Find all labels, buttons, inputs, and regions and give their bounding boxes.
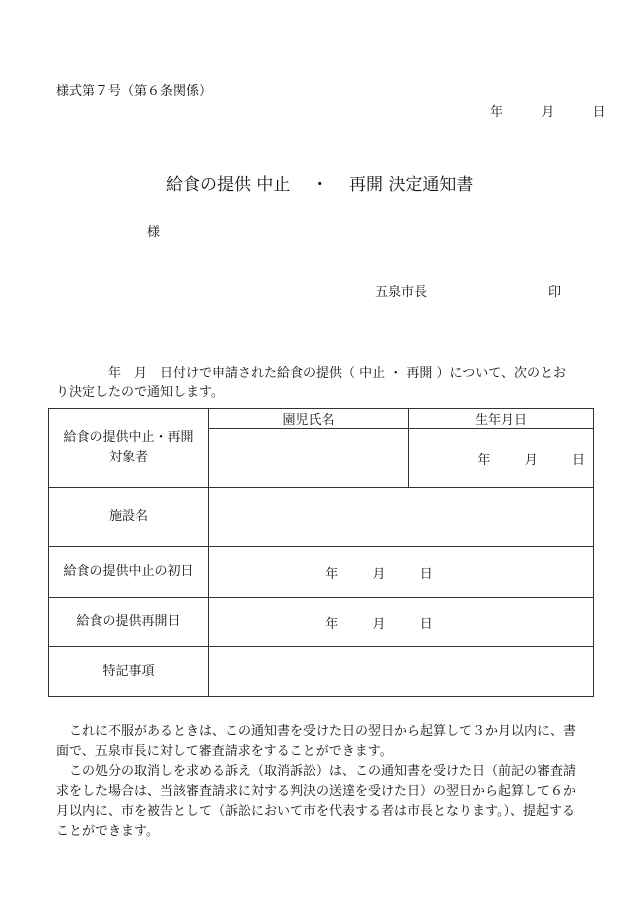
remarks-value-cell (209, 647, 594, 697)
birthdate-header: 生年月日 (409, 409, 594, 429)
intro-line-1: 年 月 日付けで申請された給食の提供（ 中止 ・ 再開 ）について、次のとお (108, 366, 567, 381)
child-name-header: 園児氏名 (209, 409, 409, 429)
notice-p1-line1: これに不服があるときは、この通知書を受けた日の翌日から起算して３か月以内に、書 (69, 724, 577, 739)
issue-date-year: 年 (490, 105, 504, 120)
notice-p1-line2: 面で、五泉市長に対して審査請求をすることができます。 (56, 744, 393, 759)
recipient-suffix: 様 (147, 225, 161, 240)
issue-date (490, 101, 606, 120)
target-label-cell (49, 409, 209, 488)
title-part4: 決定通知書 (388, 175, 474, 195)
document-title (166, 170, 473, 195)
notice-p2-line2: 求をした場合は、当該審査請求に対する判決の送達を受けた日）の翌日から起算して６か (56, 784, 577, 799)
stop-date-month: 月 (372, 566, 386, 582)
resume-date-month: 月 (372, 616, 386, 632)
facility-value-cell (209, 488, 594, 547)
form-number: 様式第７号（第６条関係） (56, 84, 213, 99)
child-name-cell (209, 429, 409, 488)
stop-date-year: 年 (325, 566, 339, 582)
notice-p2-line4: ことができます。 (56, 824, 159, 839)
birthdate-day: 日 (571, 452, 585, 468)
notice-form-table (48, 408, 594, 697)
issue-date-day: 日 (592, 105, 606, 120)
resume-date-value-cell (209, 598, 594, 647)
issuer-seal: 印 (548, 285, 562, 300)
facility-label: 施設名 (49, 488, 209, 547)
birthdate-year: 年 (477, 452, 491, 468)
target-label-line1: 給食の提供中止・再開 (63, 430, 194, 445)
resume-date-year: 年 (325, 616, 339, 632)
notice-p2-line3: 月以内に、市を被告として（訴訟において市を代表する者は市長となります。）、提起する (56, 804, 575, 819)
resume-date-day: 日 (419, 616, 433, 632)
intro-line-2: り決定したので通知します。 (56, 385, 224, 400)
title-part1: 給食の提供 (166, 175, 251, 195)
issue-date-month: 月 (541, 105, 555, 120)
remarks-label: 特記事項 (49, 647, 209, 697)
notice-p2-line1: この処分の取消しを求める訴え（取消訴訟）は、この通知書を受けた日（前記の審査請 (69, 764, 577, 779)
title-separator: ・ (311, 175, 329, 195)
birthdate-cell (409, 429, 594, 488)
stop-date-day: 日 (419, 566, 433, 582)
target-label-line2: 対象者 (108, 450, 148, 465)
stop-date-label: 給食の提供中止の初日 (49, 547, 209, 598)
title-part3: 再開 (349, 175, 384, 195)
birthdate-month: 月 (524, 452, 538, 468)
resume-date-label: 給食の提供再開日 (49, 598, 209, 647)
title-part2: 中止 (256, 175, 291, 195)
issuer-name: 五泉市長 (375, 285, 428, 300)
stop-date-value-cell (209, 547, 594, 598)
